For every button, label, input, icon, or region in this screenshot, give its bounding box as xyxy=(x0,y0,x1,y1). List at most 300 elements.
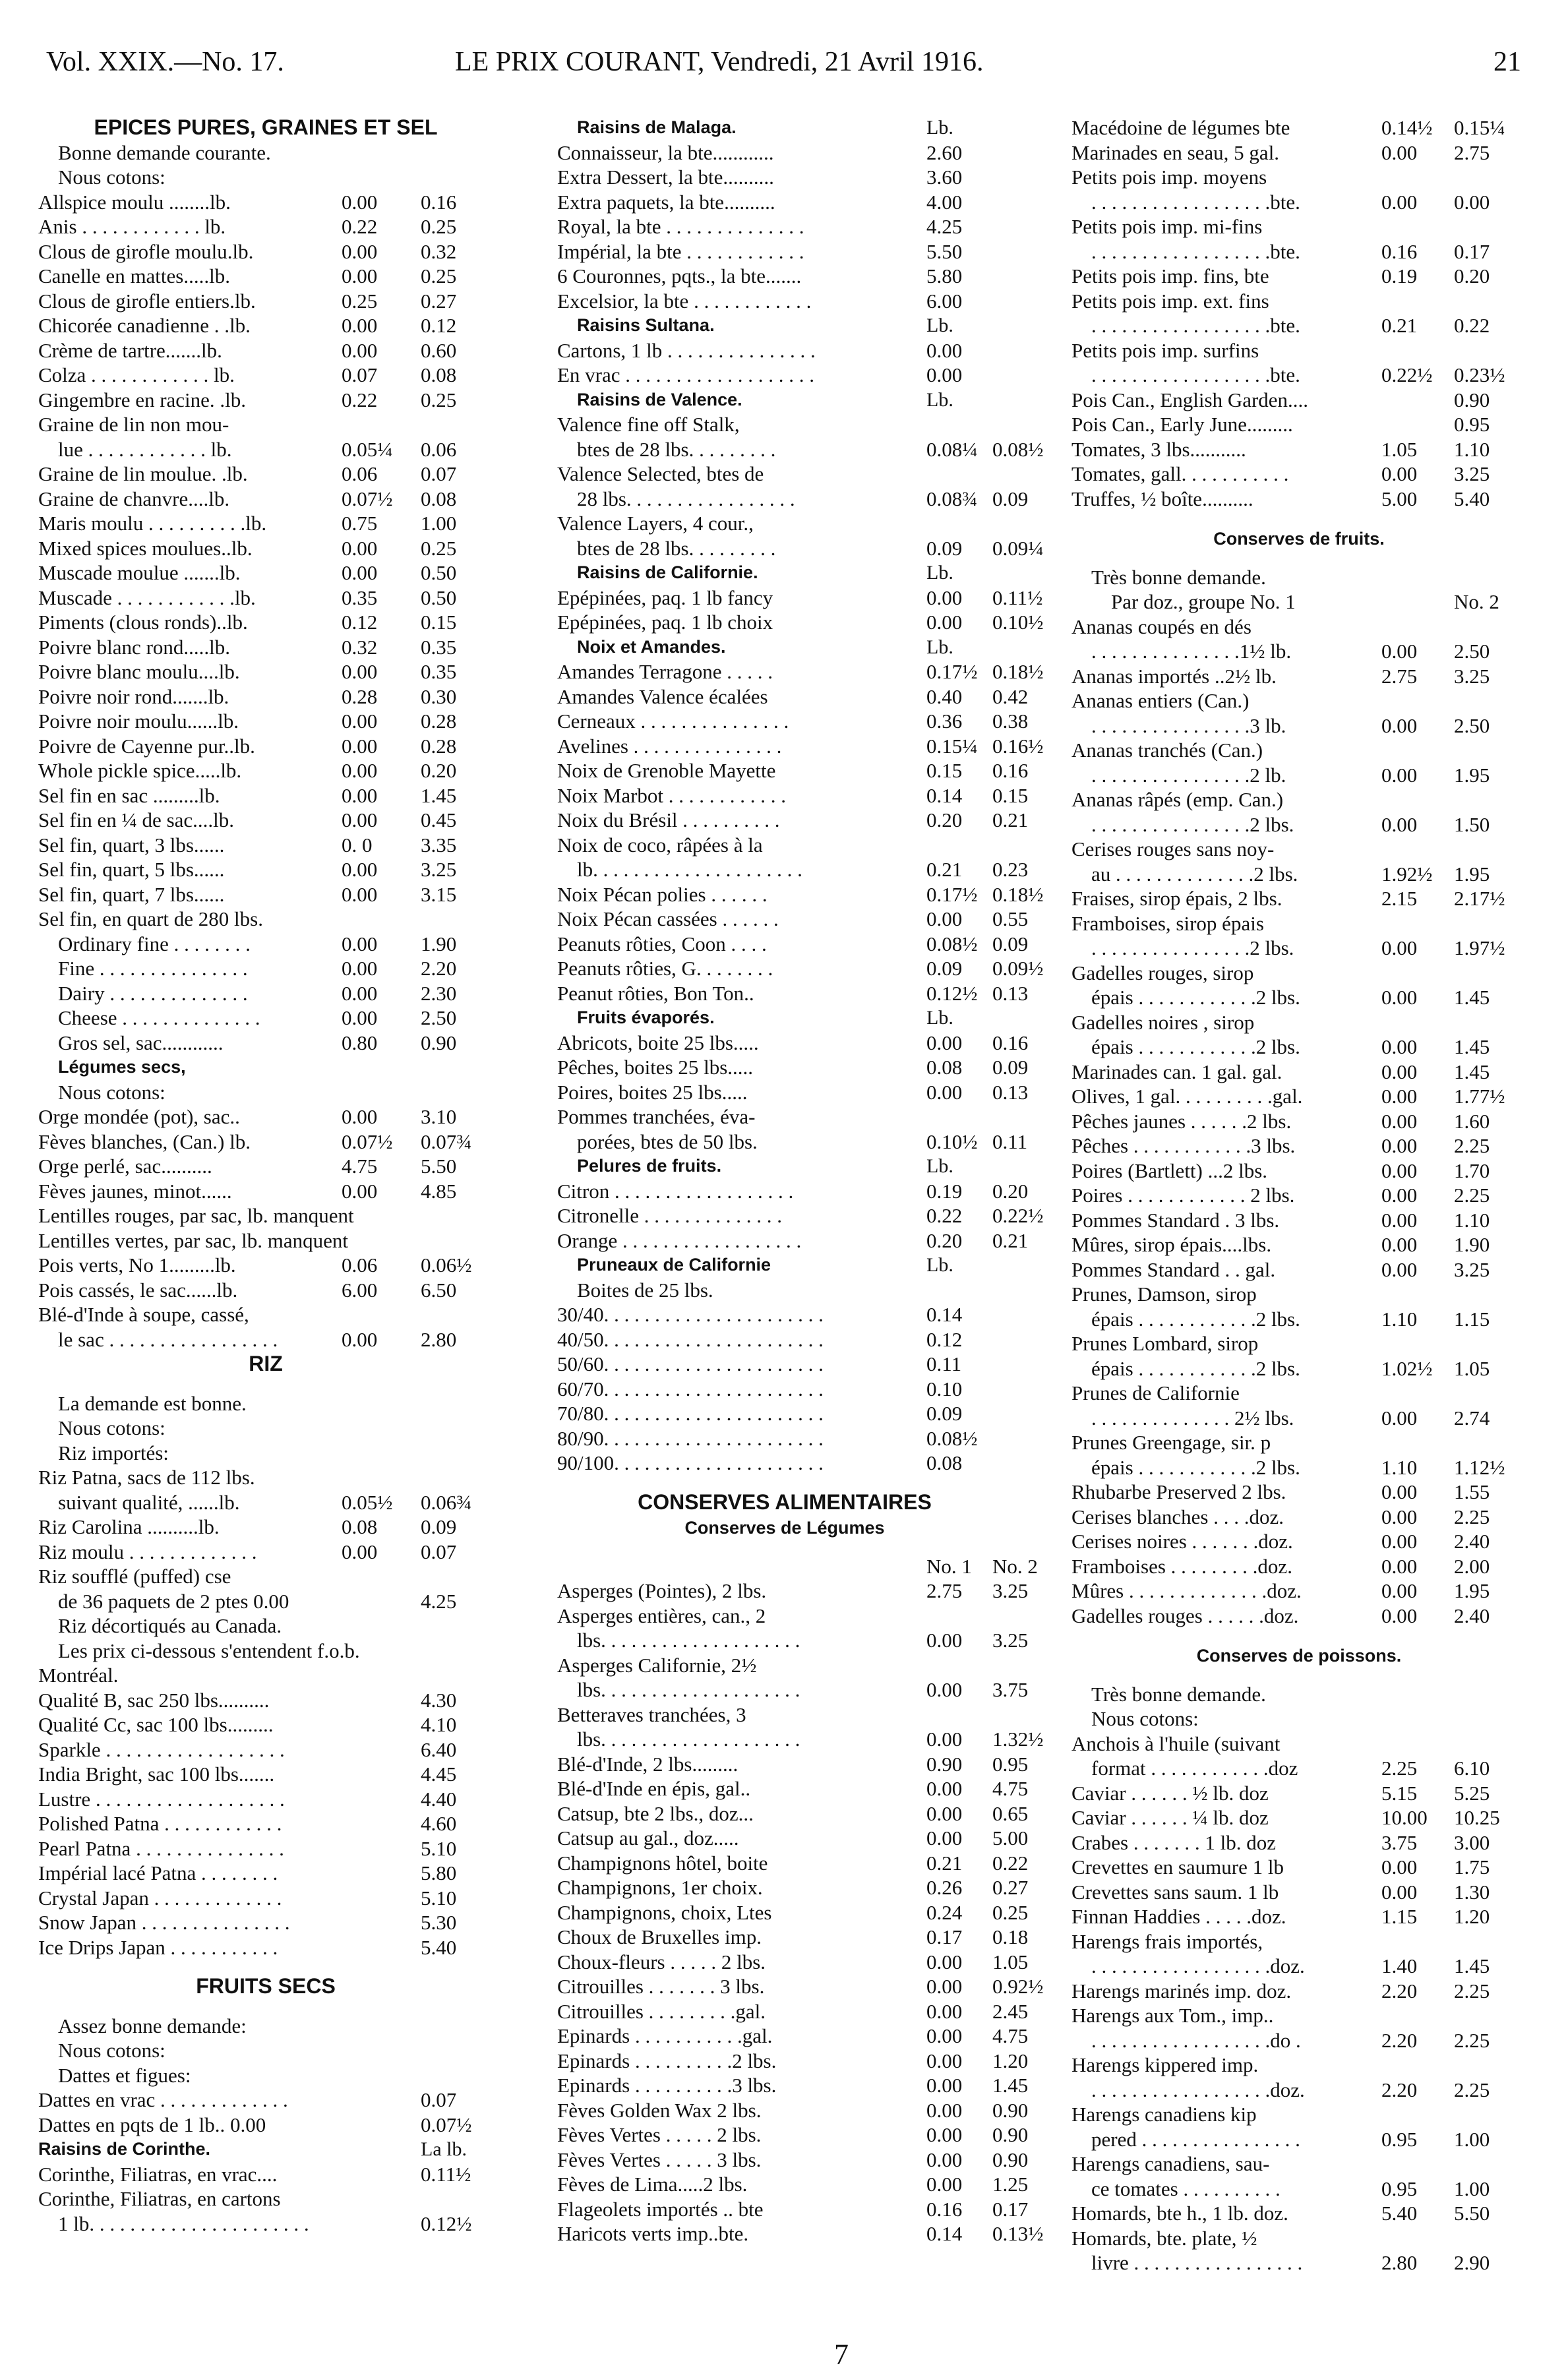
price-row xyxy=(557,1925,1029,1950)
item-label: . . . . . . . . . . . . . . .1½ lb. xyxy=(1091,640,1292,663)
price-row xyxy=(1071,664,1526,689)
price-2: 1.45 xyxy=(1454,1060,1490,1083)
item-label: Fine . . . . . . . . . . . . . . . xyxy=(58,957,248,980)
item-label: Boites de 25 lbs. xyxy=(577,1278,713,1302)
price-1: 0.25 xyxy=(342,289,378,313)
price-2: 3.25 xyxy=(1454,664,1490,688)
item-label: Valence Layers, 4 cour., xyxy=(557,512,754,535)
item-label: Poivre blanc moulu....lb. xyxy=(38,660,240,683)
item-label: Conserves de poissons. xyxy=(1196,1646,1402,1666)
price-row xyxy=(38,289,493,314)
price-2: 0.25 xyxy=(421,215,457,238)
price-row xyxy=(1071,763,1526,788)
price-row xyxy=(1071,1331,1526,1356)
price-row xyxy=(38,2212,493,2237)
item-label: Assez bonne demande: xyxy=(58,2014,247,2037)
item-label: Piments (clous ronds)..lb. xyxy=(38,611,248,634)
price-2: 5.00 xyxy=(992,1826,1029,1850)
price-2: 0.90 xyxy=(992,2148,1029,2171)
item-label: Blé-d'Inde, 2 lbs......... xyxy=(557,1752,739,1776)
item-label: Fèves Vertes . . . . . 3 lbs. xyxy=(557,2148,762,2171)
price-1: 0.00 xyxy=(342,734,378,758)
price-1: 0.00 xyxy=(926,1629,963,1652)
price-2: 0.35 xyxy=(421,635,457,659)
price-2: 1.95 xyxy=(1454,1579,1490,1602)
item-label: Nous cotons: xyxy=(58,2039,166,2062)
price-row xyxy=(38,907,493,932)
price-row xyxy=(557,1540,1012,1554)
price-row xyxy=(38,1203,493,1228)
price-row xyxy=(1071,1579,1526,1604)
item-label: Pelures de fruits. xyxy=(577,1156,722,1176)
price-2: 0.22 xyxy=(1454,314,1490,337)
price-1: 0.00 xyxy=(342,1179,378,1203)
price-2: 1.45 xyxy=(1454,986,1490,1009)
price-row xyxy=(557,1875,1029,1900)
price-2: 1.15 xyxy=(1454,1307,1490,1331)
price-2: 0.18½ xyxy=(992,660,1044,683)
price-2: 0.06 xyxy=(421,437,457,461)
price-2: 2.40 xyxy=(1454,1604,1490,1627)
subsection-heading xyxy=(557,1515,1012,1540)
price-2: 0.25 xyxy=(421,388,457,411)
item-label: Petits pois imp. ext. fins xyxy=(1071,289,1269,313)
price-1: 0.16 xyxy=(926,2197,963,2221)
subsection-heading xyxy=(557,388,1012,413)
item-label: Dattes en vrac . . . . . . . . . . . . . xyxy=(38,2088,288,2111)
item-label: Extra Dessert, la bte.......... xyxy=(557,165,774,189)
price-1: 0.00 xyxy=(926,1801,963,1825)
price-1: 0.00 xyxy=(342,1540,378,1563)
item-label: épais . . . . . . . . . . . .2 lbs. xyxy=(1091,1307,1300,1331)
price-row xyxy=(557,1776,1029,1801)
column-1 xyxy=(38,115,493,2236)
price-row xyxy=(557,1451,1012,1476)
item-label: Valence fine off Stalk, xyxy=(557,413,740,436)
price-row xyxy=(38,1490,493,1515)
item-label: Orange . . . . . . . . . . . . . . . . . . xyxy=(557,1228,802,1252)
item-label: Très bonne demande. xyxy=(1091,565,1266,589)
price-row xyxy=(1071,1356,1526,1381)
price-row xyxy=(557,1900,1029,1925)
item-label: Pêches jaunes . . . . . .2 lbs. xyxy=(1071,1109,1292,1133)
item-label: Sel fin en sac .........lb. xyxy=(38,783,220,807)
section-heading xyxy=(38,115,493,140)
item-label: Pêches . . . . . . . . . . . .3 lbs. xyxy=(1071,1134,1296,1157)
item-label: Maris moulu . . . . . . . . . .lb. xyxy=(38,512,267,535)
price-1: 4.75 xyxy=(342,1155,378,1178)
price-1: 0.08 xyxy=(342,1515,378,1538)
price-1: 0.00 xyxy=(342,561,378,584)
price-1: 0.00 xyxy=(342,783,378,807)
price-2: 1.55 xyxy=(1454,1480,1490,1503)
price-1: 0.17½ xyxy=(926,660,978,683)
price-1: 0.36 xyxy=(926,709,963,733)
item-label: Anchois à l'huile (suivant xyxy=(1071,1731,1281,1755)
item-label: Dattes en pqts de 1 lb.. 0.00 xyxy=(38,2113,266,2136)
price-2: 2.40 xyxy=(1454,1530,1490,1553)
item-label: . . . . . . . . . . . . . . . .2 lb. xyxy=(1091,763,1286,787)
item-label: Gadelles rouges . . . . . .doz. xyxy=(1071,1604,1299,1627)
item-label: Pois verts, No 1.........lb. xyxy=(38,1253,236,1277)
price-row xyxy=(38,1613,493,1639)
price-row xyxy=(557,1401,1012,1426)
price-row xyxy=(557,1554,1038,1579)
item-label: Harengs kippered imp. xyxy=(1071,2053,1259,2076)
price-1: 0.00 xyxy=(342,536,378,560)
item-label: 6 Couronnes, pqts., la bte....... xyxy=(557,264,802,287)
price-1: 0.00 xyxy=(926,2049,963,2072)
item-label: Caviar . . . . . . ¼ lb. doz xyxy=(1071,1806,1269,1829)
price-1: 0.90 xyxy=(926,1752,963,1776)
price-row xyxy=(1071,2127,1526,2152)
item-label: Impérial lacé Patna . . . . . . . . xyxy=(38,1861,278,1884)
price-row xyxy=(38,1377,493,1391)
item-label: épais . . . . . . . . . . . .2 lbs. xyxy=(1091,1356,1300,1380)
item-label: Orge perlé, sac.......... xyxy=(38,1155,212,1178)
item-label: Crabes . . . . . . . 1 lb. doz xyxy=(1071,1830,1276,1854)
price-2: 1.20 xyxy=(1454,1905,1490,1928)
price-2: 0.21 xyxy=(992,1228,1029,1252)
price-row xyxy=(1071,639,1526,664)
price-2: 0.90 xyxy=(421,1031,457,1054)
price-row xyxy=(1071,462,1526,487)
price-row xyxy=(557,586,1043,611)
price-2: 0.09 xyxy=(421,1515,457,1538)
price-1: 0.10½ xyxy=(926,1129,978,1153)
price-row xyxy=(38,2014,493,2039)
price-row xyxy=(557,1203,1044,1228)
price-row xyxy=(1071,1307,1526,1332)
price-row xyxy=(38,2038,493,2063)
price-2: 2.75 xyxy=(1454,140,1490,164)
price-1: 0.08¼ xyxy=(926,437,978,461)
price-row xyxy=(1071,1406,1526,1431)
price-2: 1.10 xyxy=(1454,437,1490,461)
price-1: 0.00 xyxy=(1381,1208,1418,1232)
price-1: 1.92½ xyxy=(1381,862,1433,886)
price-2: 3.15 xyxy=(421,882,457,906)
price-row xyxy=(1071,289,1526,314)
item-label: . . . . . . . . . . . . . . . .2 lbs. xyxy=(1091,936,1294,959)
price-row xyxy=(557,1278,1012,1303)
item-label: Mûres, sirop épais....lbs. xyxy=(1071,1233,1272,1256)
footer-mark: 7 xyxy=(834,2338,849,2370)
item-label: Cerneaux . . . . . . . . . . . . . . . xyxy=(557,709,789,733)
subsection-heading xyxy=(1071,1642,1526,1668)
price-row xyxy=(557,857,1029,882)
item-label: Nous cotons: xyxy=(1091,1707,1199,1730)
subsection-heading xyxy=(38,1055,493,1080)
item-label: Harengs aux Tom., imp.. xyxy=(1071,2004,1274,2027)
price-1: 0.06 xyxy=(342,462,378,485)
price-row xyxy=(557,165,1012,190)
price-row xyxy=(1071,738,1526,763)
item-label: le sac . . . . . . . . . . . . . . . . . xyxy=(58,1327,278,1351)
item-label: Champignons hôtel, boite xyxy=(557,1851,768,1875)
item-label: Riz importés: xyxy=(58,1441,169,1464)
price-row xyxy=(1071,2078,1526,2103)
price-row xyxy=(1071,713,1526,738)
price-1: 0.06 xyxy=(342,1253,378,1277)
price-1: 2.25 xyxy=(1381,1757,1418,1780)
item-label: Pois Can., Early June......... xyxy=(1071,413,1293,436)
item-label: Harengs canadiens, sau- xyxy=(1071,2152,1270,2175)
price-row xyxy=(1071,1830,1526,1855)
price-row xyxy=(557,1579,1029,1604)
item-label: Pommes Standard . . gal. xyxy=(1071,1257,1276,1281)
price-row xyxy=(38,1391,493,1416)
price-1: 0.00 xyxy=(1381,190,1418,214)
item-label: Avelines . . . . . . . . . . . . . . . xyxy=(557,734,782,758)
price-2: 1.95 xyxy=(1454,862,1490,886)
price-2: 2.25 xyxy=(1454,1134,1490,1157)
price-row xyxy=(557,536,1044,561)
item-label: Raisins Sultana. xyxy=(577,315,715,335)
item-label: Muscade moulue .......lb. xyxy=(38,561,241,584)
price-row xyxy=(1071,2177,1526,2202)
price-row xyxy=(38,2063,493,2088)
price-1: 2.20 xyxy=(1381,2028,1418,2052)
price-row xyxy=(1071,388,1526,413)
item-label: Excelsior, la bte . . . . . . . . . . . . xyxy=(557,289,812,313)
column-3 xyxy=(1071,115,1526,2275)
price-1: 0.17½ xyxy=(926,882,978,906)
price-2: 0.90 xyxy=(992,2098,1029,2122)
price-row xyxy=(1071,985,1526,1010)
price-row xyxy=(38,264,493,289)
price-row xyxy=(38,635,493,660)
price-1: 0.00 xyxy=(1381,713,1418,737)
item-label: Choux de Bruxelles imp. xyxy=(557,1925,762,1948)
price-row xyxy=(557,1653,1012,1678)
item-label: 70/80. . . . . . . . . . . . . . . . . . . . . . xyxy=(557,1402,824,1425)
price-1: 0.11 xyxy=(926,1352,962,1375)
price-1: 0.00 xyxy=(1381,1134,1418,1157)
price-1: 0.05¼ xyxy=(342,437,393,461)
price-2: 0.11 xyxy=(992,1129,1028,1153)
item-label: Tomates, gall. . . . . . . . . . . xyxy=(1071,462,1289,485)
price-1: 0.00 xyxy=(1381,1480,1418,1503)
price-2: 6.50 xyxy=(421,1278,457,1302)
item-label: Epinards . . . . . . . . . . .gal. xyxy=(557,2024,773,2047)
price-2: La lb. xyxy=(421,2138,467,2160)
item-label: Poivre de Cayenne pur..lb. xyxy=(38,734,255,758)
price-row xyxy=(38,1935,493,1960)
item-label: épais . . . . . . . . . . . .2 lbs. xyxy=(1091,1455,1300,1479)
price-2: 0.20 xyxy=(421,759,457,782)
price-1: 0.95 xyxy=(1381,2127,1418,2151)
price-row xyxy=(38,1811,493,1836)
price-2: 3.25 xyxy=(992,1579,1029,1602)
item-label: Cerises rouges sans noy- xyxy=(1071,837,1275,860)
price-2: 0.95 xyxy=(992,1752,1029,1776)
item-label: épais . . . . . . . . . . . .2 lbs. xyxy=(1091,986,1300,1009)
price-2: 2.25 xyxy=(1454,2078,1490,2101)
item-label: Caviar . . . . . . ½ lb. doz xyxy=(1071,1781,1269,1805)
price-row xyxy=(557,1228,1029,1253)
price-1: 2.60 xyxy=(926,140,963,164)
item-label: Crystal Japan . . . . . . . . . . . . . xyxy=(38,1886,282,1910)
item-label: 40/50. . . . . . . . . . . . . . . . . . . . . . xyxy=(557,1327,824,1351)
price-1: 0.00 xyxy=(342,932,378,955)
price-1: 0.08½ xyxy=(926,932,978,955)
price-1: 0.21 xyxy=(926,1851,963,1875)
price-1: 0.07½ xyxy=(342,1129,393,1153)
item-label: Dattes et figues: xyxy=(58,2063,191,2087)
item-label: . . . . . . . . . . . . . . . . . .bte. xyxy=(1091,239,1300,263)
price-1: 0.00 xyxy=(926,338,963,362)
price-1: 5.80 xyxy=(926,264,963,287)
price-2: 2.50 xyxy=(421,1006,457,1029)
price-row xyxy=(1071,264,1526,289)
price-row xyxy=(1071,1954,1526,1979)
item-label: Citron . . . . . . . . . . . . . . . . . . xyxy=(557,1179,794,1203)
price-row xyxy=(38,1836,493,1861)
price-row xyxy=(1071,936,1526,961)
item-label: Sel fin, quart, 3 lbs...... xyxy=(38,833,225,857)
price-row xyxy=(38,1639,493,1664)
item-label: Clous de girofle moulu.lb. xyxy=(38,239,254,263)
price-1: 0.00 xyxy=(926,2074,963,2097)
price-row xyxy=(38,1663,493,1688)
price-row xyxy=(557,487,1029,512)
price-2: 3.25 xyxy=(1454,462,1490,485)
item-label: Epinards . . . . . . . . . .2 lbs. xyxy=(557,2049,777,2072)
item-label: Prunes, Damson, sirop xyxy=(1071,1282,1257,1306)
item-label: Cerises noires . . . . . . .doz. xyxy=(1071,1530,1293,1553)
price-1: 0.00 xyxy=(342,314,378,337)
item-label: Orge mondée (pot), sac.. xyxy=(38,1105,240,1128)
price-row xyxy=(1071,1756,1526,1781)
item-label: RIZ xyxy=(249,1352,283,1375)
price-1: 0.00 xyxy=(1381,462,1418,485)
price-1: 0.20 xyxy=(926,808,963,831)
price-1: 0.00 xyxy=(342,1006,378,1029)
price-row xyxy=(557,2024,1029,2049)
price-row xyxy=(557,214,1012,239)
price-row xyxy=(38,536,493,561)
item-label: Fèves de Lima.....2 lbs. xyxy=(557,2173,748,2196)
price-row xyxy=(38,1253,493,1278)
price-1: 0.22 xyxy=(926,1204,963,1227)
item-label: Finnan Haddies . . . . .doz. xyxy=(1071,1905,1286,1928)
price-row xyxy=(38,1228,493,1253)
price-2: 0.18½ xyxy=(992,882,1044,906)
price-2: 1.00 xyxy=(1454,2127,1490,2151)
item-label: Homards, bte. plate, ½ xyxy=(1071,2226,1257,2250)
price-row xyxy=(38,659,493,684)
price-2: 5.50 xyxy=(421,1155,457,1178)
item-label: India Bright, sac 100 lbs....... xyxy=(38,1762,275,1786)
price-row xyxy=(1071,1529,1526,1554)
price-2: 2.25 xyxy=(1454,2028,1490,2052)
item-label: Prunes de Californie xyxy=(1071,1381,1240,1404)
price-1: 0.00 xyxy=(342,264,378,287)
price-1: 0.09 xyxy=(926,1402,963,1425)
price-1: 0.07½ xyxy=(342,487,393,510)
subsection-heading xyxy=(557,1006,1012,1031)
item-label: Valence Selected, btes de xyxy=(557,462,764,485)
item-label: . . . . . . . . . . . . . . . . . .bte. xyxy=(1091,190,1300,214)
price-row xyxy=(1071,140,1526,165)
item-label: 50/60. . . . . . . . . . . . . . . . . . . . . . xyxy=(557,1352,824,1375)
price-row xyxy=(1071,1084,1526,1109)
item-label: Noix du Brésil . . . . . . . . . . xyxy=(557,808,780,831)
price-1: 0.00 xyxy=(1381,1604,1418,1627)
price-1: 0.00 xyxy=(1381,936,1418,959)
price-2: 0.09½ xyxy=(992,957,1044,980)
price-row xyxy=(557,1476,1012,1490)
item-label: suivant qualité, ......lb. xyxy=(58,1490,240,1514)
price-1: 0.00 xyxy=(1381,1158,1418,1182)
price-row xyxy=(1071,1455,1526,1480)
price-1: Lb. xyxy=(926,1254,953,1276)
price-2: 0.35 xyxy=(421,660,457,683)
item-label: Prunes Greengage, sir. p xyxy=(1071,1431,1271,1454)
price-2: 0.15¼ xyxy=(1454,116,1505,139)
item-label: Cheese . . . . . . . . . . . . . . xyxy=(58,1006,260,1029)
price-row xyxy=(1071,1805,1526,1830)
price-row xyxy=(557,1826,1029,1851)
price-row xyxy=(38,586,493,611)
price-row xyxy=(557,734,1044,759)
price-row xyxy=(38,1104,493,1129)
price-2: 1.75 xyxy=(1454,1855,1490,1879)
item-label: Noix Pécan polies . . . . . . xyxy=(557,882,768,906)
price-1: 0.40 xyxy=(926,684,963,708)
price-row xyxy=(1071,1208,1526,1233)
price-1: 0.00 xyxy=(926,363,963,386)
price-row xyxy=(557,140,1012,165)
price-2: 0.27 xyxy=(992,1876,1029,1899)
price-1: 0.00 xyxy=(1381,1855,1418,1879)
price-1: 0.00 xyxy=(342,1327,378,1351)
item-label: Connaisseur, la bte............ xyxy=(557,140,774,164)
item-label: Asperges Californie, 2½ xyxy=(557,1653,757,1677)
price-row xyxy=(557,981,1029,1006)
item-label: Très bonne demande. xyxy=(1091,1682,1266,1706)
item-label: Nous cotons: xyxy=(58,165,166,189)
price-row xyxy=(557,2172,1029,2197)
item-label: Catsup, bte 2 lbs., doz... xyxy=(557,1801,754,1825)
price-2: 4.10 xyxy=(421,1713,457,1736)
item-label: livre . . . . . . . . . . . . . . . . . xyxy=(1091,2251,1303,2274)
item-label: Royal, la bte . . . . . . . . . . . . . . xyxy=(557,215,804,238)
price-2: 1.12½ xyxy=(1454,1455,1505,1479)
price-row xyxy=(38,2113,493,2138)
item-label: Peanuts rôties, Coon . . . . xyxy=(557,932,767,955)
price-row xyxy=(557,1031,1029,1056)
section-heading xyxy=(557,1490,1012,1515)
price-row xyxy=(38,412,493,437)
price-2: 0.28 xyxy=(421,734,457,758)
price-row xyxy=(1071,437,1526,462)
price-1: 0.95 xyxy=(1381,2177,1418,2200)
price-2: 6.40 xyxy=(421,1737,457,1761)
price-1: 5.15 xyxy=(1381,1781,1418,1805)
price-2: 0.20 xyxy=(992,1179,1029,1203)
price-row xyxy=(1071,1554,1526,1579)
price-row xyxy=(1071,1929,1526,1954)
item-label: Colza . . . . . . . . . . . . lb. xyxy=(38,363,235,386)
price-2: 3.25 xyxy=(992,1629,1029,1652)
price-row xyxy=(1071,565,1526,590)
price-row xyxy=(1071,190,1526,215)
price-row xyxy=(1071,1257,1526,1282)
price-1: Lb. xyxy=(926,1007,953,1029)
price-1: 1.40 xyxy=(1381,1954,1418,1977)
